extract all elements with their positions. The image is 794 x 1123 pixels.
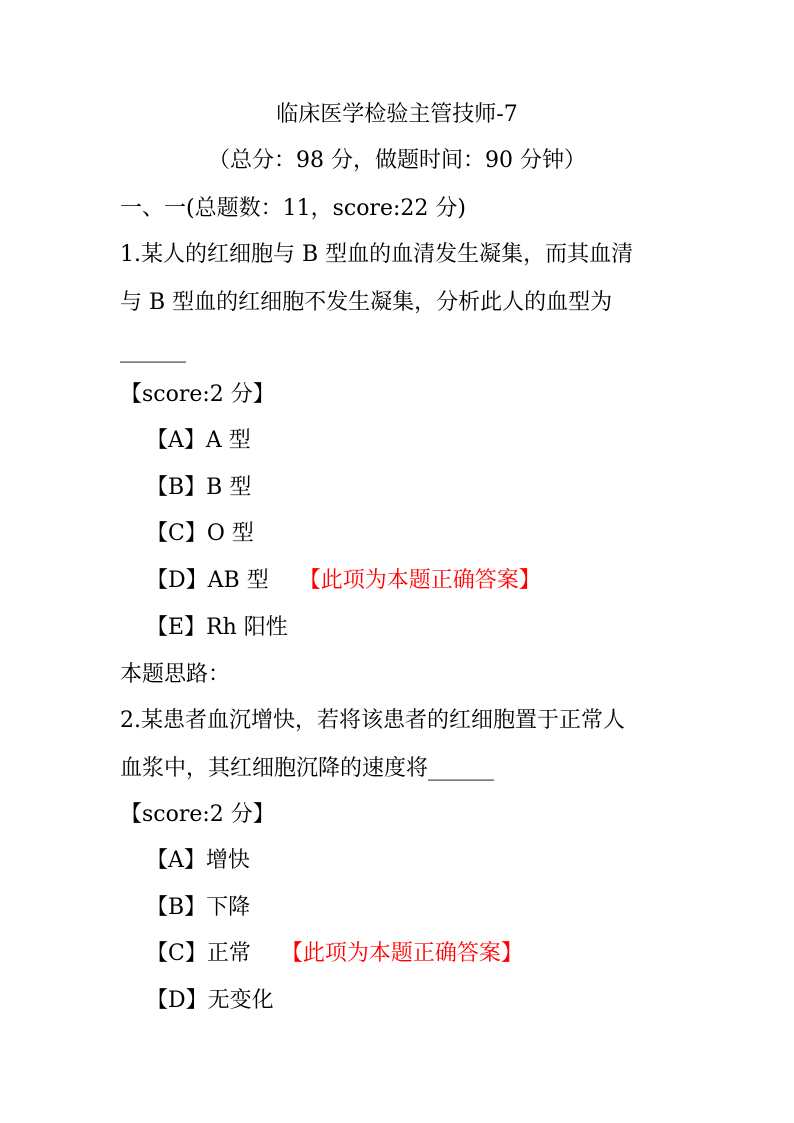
question-2-score: 【score:2 分】 [120, 802, 275, 827]
option-label: 【C】 [146, 941, 207, 966]
question-1-option-a [146, 428, 251, 454]
question-1-stem-line-2: 与 B 型血的红细胞不发生凝集，分析此人的血型为 [120, 290, 613, 315]
option-label: 【A】 [146, 848, 206, 873]
option-text: 增快 [205, 848, 250, 873]
correct-answer-marker: 【此项为本题正确答案】 [298, 568, 541, 593]
question-1-option-e [146, 615, 288, 641]
question-1-option-d [146, 568, 541, 594]
option-label: 【A】 [146, 428, 206, 453]
option-label: 【B】 [146, 475, 207, 500]
question-1-answer-blank: ______ [120, 338, 186, 363]
exam-meta: （总分：98 分，做题时间：90 分钟） [208, 148, 586, 173]
question-2-option-b [146, 895, 250, 921]
option-label: 【B】 [146, 895, 207, 920]
option-text: B 型 [206, 475, 252, 500]
section-heading: 一、一(总题数：11，score:22 分) [120, 196, 466, 221]
question-1-stem-line-1: 1.某人的红细胞与 B 型血的血清发生凝集，而其血清 [120, 242, 634, 267]
correct-answer-marker: 【此项为本题正确答案】 [280, 941, 523, 966]
option-text: 下降 [206, 895, 251, 920]
question-2-stem-line-2: 血浆中，其红细胞沉降的速度将______ [120, 756, 495, 781]
option-label: 【E】 [146, 615, 207, 640]
question-2-option-c [146, 941, 523, 967]
document-title: 临床医学检验主管技师-7 [276, 102, 518, 127]
option-text: 无变化 [207, 988, 274, 1013]
option-text: AB 型 [207, 568, 269, 593]
question-1-option-c [146, 521, 254, 547]
option-label: 【D】 [146, 988, 208, 1013]
option-text: A 型 [205, 428, 251, 453]
question-2-option-a [146, 848, 250, 874]
question-1-score: 【score:2 分】 [120, 382, 275, 407]
option-text: O 型 [206, 521, 254, 546]
question-2-stem-line-1: 2.某患者血沉增快，若将该患者的红细胞置于正常人 [120, 708, 625, 733]
option-label: 【D】 [146, 568, 208, 593]
question-2-option-d [146, 988, 274, 1014]
question-1-explanation-label: 本题思路： [120, 662, 231, 687]
option-text: 正常 [206, 941, 251, 966]
question-1-option-b [146, 475, 251, 501]
option-label: 【C】 [146, 521, 207, 546]
option-text: Rh 阳性 [206, 615, 288, 640]
